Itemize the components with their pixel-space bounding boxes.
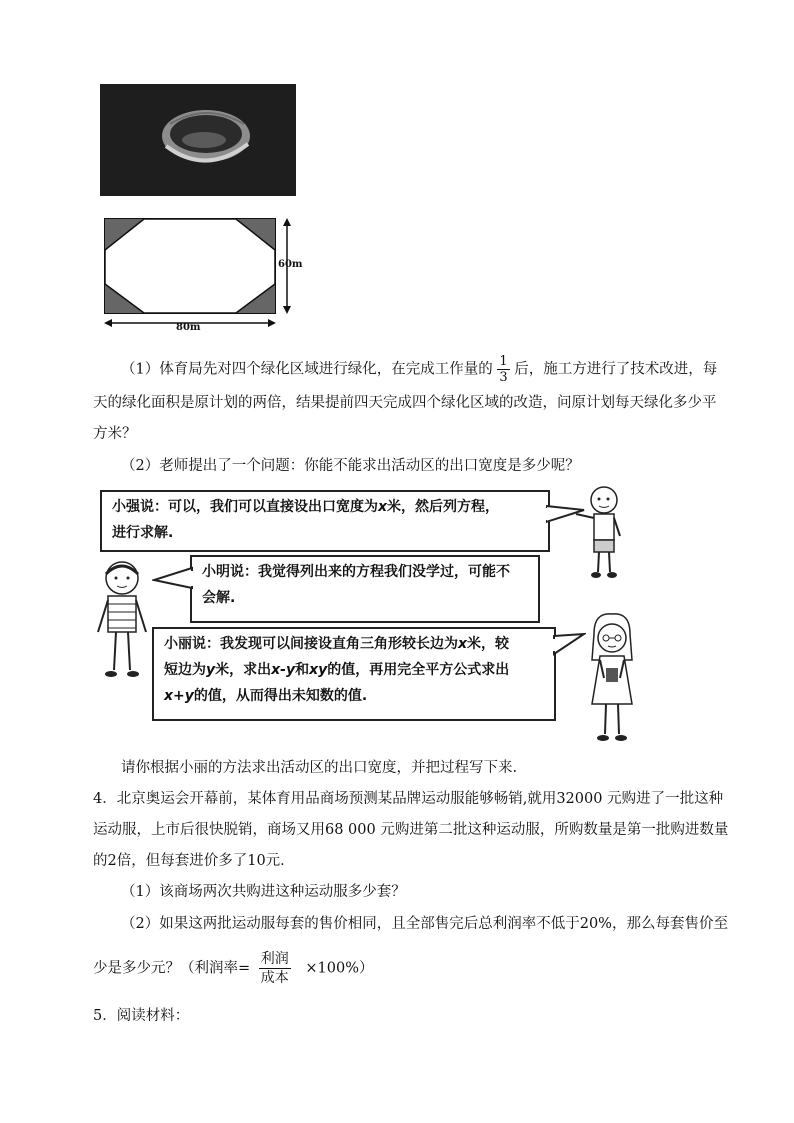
bubble3-line1 xyxy=(164,631,544,657)
q3-part2: （2）老师提出了一个问题：你能不能求出活动区的出口宽度是多少呢？ xyxy=(121,458,580,474)
q3-part1-line3: 方米？ xyxy=(93,426,137,442)
q4-part2-text-a: 少是多少元？（利润率= xyxy=(93,960,251,977)
fraction-numerator: 1 xyxy=(499,354,508,369)
speech-bubble-xiaoqiang xyxy=(100,490,550,552)
profit-rate-fraction xyxy=(259,950,291,987)
bubble3-text-c: 短边为 xyxy=(164,662,206,678)
field-diagram xyxy=(100,214,310,338)
bubble3-var-y: y xyxy=(206,662,216,678)
profit-rate-denominator: 成本 xyxy=(260,970,289,986)
bubble1-line1 xyxy=(112,494,538,520)
speech-bubble-xiaoming xyxy=(190,555,540,623)
bubble1-text-a: 小强说：可以，我们可以直接设出口宽度为 xyxy=(112,499,378,515)
bubble3-var-x: x xyxy=(458,636,468,652)
bubble2-line1: 小明说：我觉得列出来的方程我们没学过，可能不 xyxy=(202,564,510,580)
speech-bubble-xiaoli xyxy=(152,627,556,721)
bubble3-text-b: 米，较 xyxy=(467,636,510,652)
bubble3-text-g: 的值，从而得出未知数的值. xyxy=(193,688,368,704)
q3-part1-line1 xyxy=(121,354,717,385)
fraction-one-third xyxy=(497,354,509,385)
stadium-photo-drawing xyxy=(100,84,296,196)
bubble3-expr-x-minus-y: x-y xyxy=(271,662,296,678)
q3-instruction: 请你根据小丽的方法求出活动区的出口宽度，并把过程写下来. xyxy=(121,760,518,776)
fraction-denominator: 3 xyxy=(499,370,508,385)
bubble3-text-f: 的值，再用完全平方公式求出 xyxy=(327,662,510,678)
boy-xiaoqiang-figure xyxy=(572,484,634,584)
boy-xiaoming-figure xyxy=(92,556,152,682)
bubble1-var-x: x xyxy=(378,499,388,515)
bubble3-text-d: 米，求出 xyxy=(215,662,272,678)
bubble1-line2: 进行求解. xyxy=(112,525,174,541)
q4-line1: 4．北京奥运会开幕前，某体育用品商场预测某品牌运动服能够畅销,就用32000 元购进了一批这种 xyxy=(93,791,724,807)
field-diagram-drawing xyxy=(100,214,310,338)
q3-part1-text-b: 后，施工方进行了技术改进，每 xyxy=(514,361,718,378)
q5-line1: 5．阅读材料： xyxy=(93,1008,190,1024)
q4-part2-line1: （2）如果这两批运动服每套的售价相同，且全部售完后总利润率不低于20%，那么每套售价至 xyxy=(121,916,728,932)
bubble1-text-b: 米，然后列方程， xyxy=(387,499,500,515)
bubble3-expr-x-plus-y: x+y xyxy=(164,688,194,704)
q4-line3: 的2倍，但每套进价多了10元． xyxy=(93,853,295,869)
bubble2-line2: 会解. xyxy=(202,590,236,606)
q4-part1: （1）该商场两次共购进这种运动服多少套？ xyxy=(121,884,406,900)
bubble3-line2 xyxy=(164,657,544,683)
profit-rate-numerator: 利润 xyxy=(260,951,289,967)
bubble3-text-a: 小丽说：我发现可以间接设直角三角形较长边为 xyxy=(164,636,458,652)
width-label: 80m xyxy=(176,322,201,333)
q4-line2: 运动服，上市后很快脱销，商场又用68 000 元购进第二批这种运动服，所购数量是第一批购进数量 xyxy=(93,822,729,838)
bubble3-text-e: 和 xyxy=(295,662,310,678)
girl-xiaoli-figure xyxy=(580,612,644,744)
height-label: 60m xyxy=(278,259,303,270)
q3-part1-text-a: （1）体育局先对四个绿化区域进行绿化，在完成工作量的 xyxy=(121,361,493,378)
bubble2-tail xyxy=(152,566,194,592)
q3-part1-line2: 天的绿化面积是原计划的两倍，结果提前四天完成四个绿化区域的改造，问原计划每天绿化多少平 xyxy=(93,395,717,411)
q4-part2-text-b: ×100%） xyxy=(305,960,374,977)
bubble3-line3 xyxy=(164,683,544,709)
stadium-photo xyxy=(100,84,296,196)
bubble3-expr-xy: xy xyxy=(309,662,328,678)
q4-part2-line2 xyxy=(93,950,373,987)
